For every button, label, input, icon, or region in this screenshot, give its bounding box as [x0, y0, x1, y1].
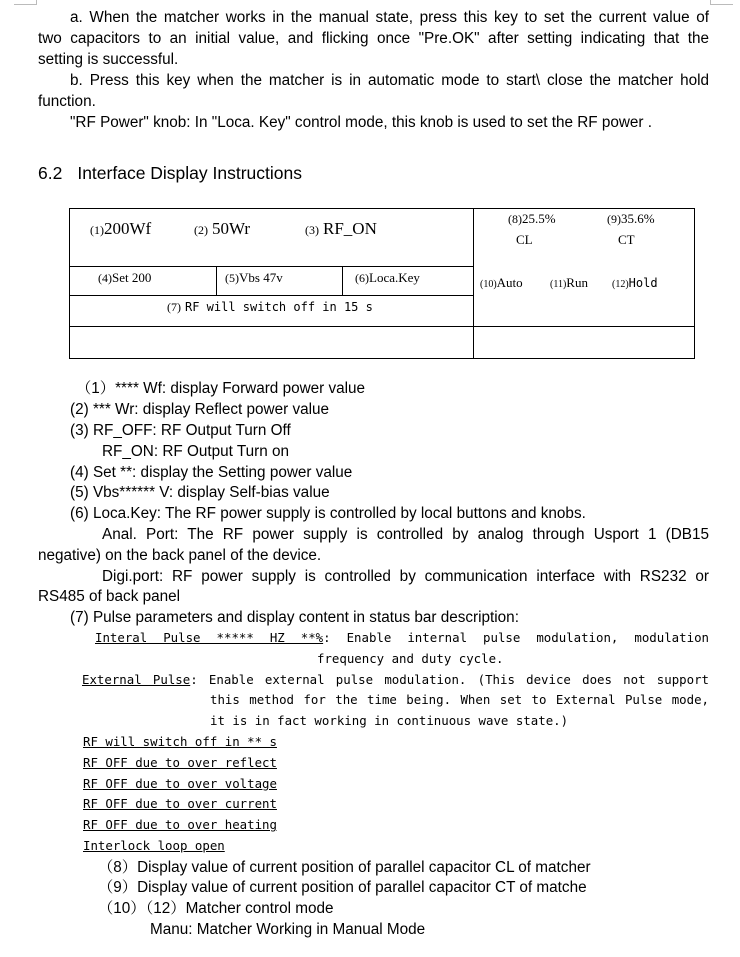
panel-cell-divider-1	[216, 266, 217, 295]
item-6-anal-line-2: negative) on the back panel of the device.	[38, 547, 322, 564]
cl-label: CL	[516, 232, 533, 247]
internal-pulse-line-1: Interal Pulse ***** HZ **%: Enable internal pulse modulation, modulation	[95, 630, 709, 645]
para-a-line-2: two capacitors to an initial value, and flicking once "Pre.OK" after setting indicating that the	[38, 30, 709, 47]
manual-mode-line: Manu: Matcher Working in Manual Mode	[150, 921, 426, 938]
section-heading	[38, 163, 302, 184]
status-list-item: RF OFF due to over heating	[83, 817, 277, 832]
page-corner-mark-right	[710, 0, 733, 5]
hold-display: (12)Hold	[612, 276, 658, 290]
status-list-item: Interlock loop open	[83, 838, 225, 853]
panel-divider-row3	[70, 326, 694, 327]
para-rf-power: "RF Power" knob: In "Loca. Key" control mode, this knob is used to set the RF power .	[70, 114, 653, 131]
forward-power-display: (1)200Wf	[90, 219, 152, 238]
panel-divider-vertical	[473, 209, 474, 358]
section-number: 6.2	[38, 163, 63, 183]
ct-value-display: (9)35.6%	[607, 211, 655, 226]
interface-display-panel	[69, 208, 695, 359]
item-9: （9）Display value of current position of parallel capacitor CT of matche	[98, 879, 587, 896]
para-b-line-1: b. Press this key when the matcher is in automatic mode to start\ close the matcher hold	[70, 72, 709, 89]
rf-state-display: (3) RF_ON	[305, 219, 377, 238]
status-list-item: RF OFF due to over current	[83, 796, 277, 811]
internal-pulse-line-2: frequency and duty cycle.	[317, 651, 504, 666]
page-corner-mark-left	[14, 0, 37, 5]
panel-divider-row1	[70, 266, 473, 267]
item-10-12: （10）（12）Matcher control mode	[98, 900, 334, 917]
external-pulse-term: External Pulse	[82, 672, 191, 687]
status-list-item: RF will switch off in ** s	[83, 734, 277, 749]
item-3-rf-on: RF_ON: RF Output Turn on	[102, 443, 290, 460]
item-1: （1）**** Wf: display Forward power value	[76, 380, 366, 397]
control-mode-display: (6)Loca.Key	[355, 270, 420, 285]
item-5: (5) Vbs****** V: display Self-bias value	[70, 484, 330, 501]
panel-cell-divider-2	[342, 266, 343, 295]
status-bar-display: (7) RF will switch off in 15 s	[167, 300, 373, 314]
status-list-item: RF OFF due to over reflect	[83, 755, 277, 770]
item-6: (6) Loca.Key: The RF power supply is controlled by local buttons and knobs.	[70, 505, 586, 522]
item-6-digi-line-2: RS485 of back panel	[38, 588, 181, 605]
section-title: Interface Display Instructions	[77, 163, 303, 183]
external-pulse-line-2: this method for the time being. When set to External Pulse mode,	[210, 692, 709, 707]
cl-value-display: (8)25.5%	[508, 211, 556, 226]
reflect-power-display: (2) 50Wr	[194, 219, 251, 238]
item-3: (3) RF_OFF: RF Output Turn Off	[70, 422, 291, 439]
item-7: (7) Pulse parameters and display content in status bar description:	[70, 609, 519, 626]
para-a-line-3: setting is successful.	[38, 51, 179, 68]
item-6-anal-line-1: Anal. Port: The RF power supply is controlled by analog through Usport 1 (DB15	[102, 526, 709, 543]
auto-mode-display: (10)Auto	[480, 275, 523, 290]
status-list-item: RF OFF due to over voltage	[83, 776, 277, 791]
internal-pulse-term: Interal Pulse ***** HZ **%	[95, 630, 324, 645]
item-6-digi-line-1: Digi.port: RF power supply is controlled by communication interface with RS232 or	[102, 568, 709, 585]
ct-label: CT	[618, 232, 635, 247]
set-power-display: (4)Set 200	[98, 270, 152, 285]
external-pulse-line-1: External Pulse: Enable external pulse modulation. (This device does not support	[82, 672, 710, 687]
item-2: (2) *** Wr: display Reflect power value	[70, 401, 330, 418]
item-8: （8）Display value of current position of parallel capacitor CL of matcher	[98, 859, 591, 876]
para-a-line-1: a. When the matcher works in the manual state, press this key to set the current value of	[70, 9, 709, 26]
item-4: (4) Set **: display the Setting power value	[70, 464, 353, 481]
vbs-display: (5)Vbs 47v	[225, 270, 283, 285]
para-b-line-2: function.	[38, 93, 96, 110]
run-display: (11)Run	[550, 275, 588, 290]
external-pulse-line-3: it is in fact working in continuous wave state.)	[210, 713, 569, 728]
panel-divider-row2	[70, 295, 473, 296]
